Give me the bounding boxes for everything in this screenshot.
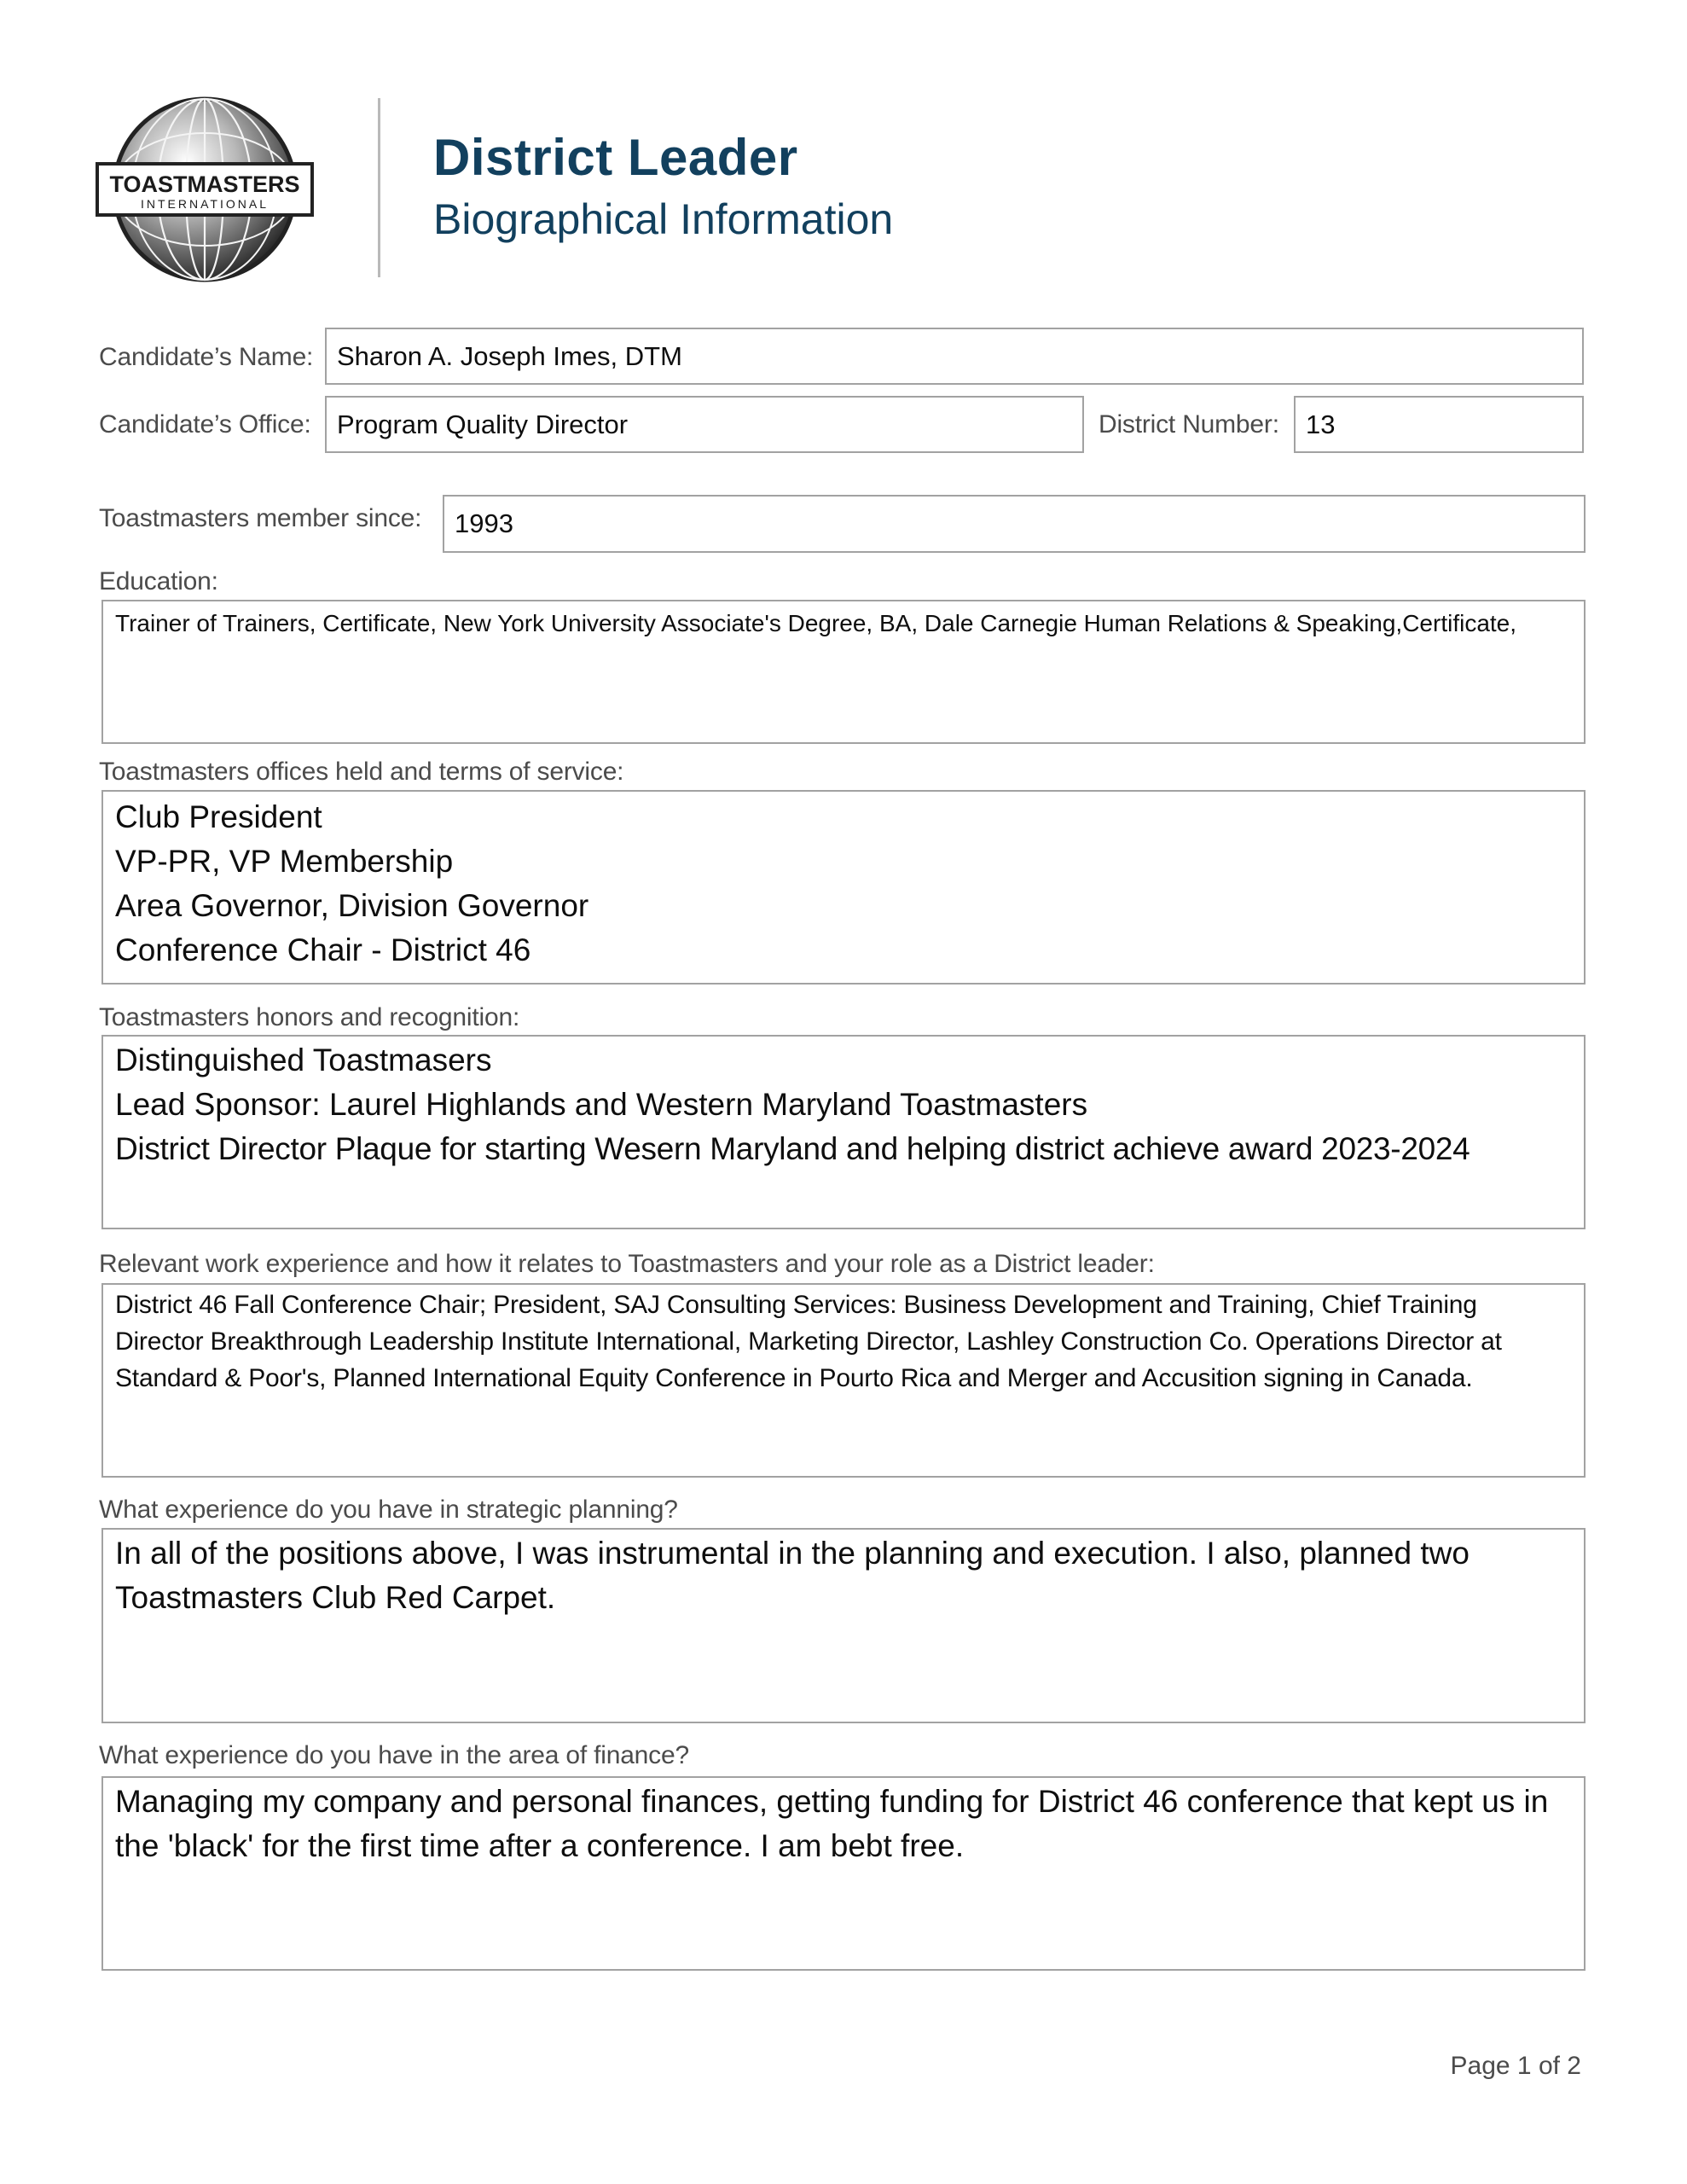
- work-label: Relevant work experience and how it relates to Toastmasters and your role as a District leader:: [99, 1250, 1155, 1278]
- name-label: Candidate’s Name:: [99, 343, 314, 371]
- page-subtitle: Biographical Information: [433, 195, 894, 243]
- finance-label: What experience do you have in the area of finance?: [99, 1741, 689, 1769]
- education-field[interactable]: [101, 600, 1586, 744]
- offices-line: VP-PR, VP Membership: [115, 844, 454, 879]
- office-field[interactable]: [325, 396, 1084, 453]
- district-field[interactable]: [1294, 396, 1584, 453]
- honors-line: Distinguished Toastmasers: [115, 1043, 492, 1077]
- name-value: Sharon A. Joseph Imes, DTM: [337, 340, 682, 371]
- strategic-value: In all of the positions above, I was instrumental in the planning and execution. I also, planned two Toastmasters Club Red Carpet.: [115, 1536, 1470, 1615]
- header-divider: [378, 98, 380, 277]
- office-value: Program Quality Director: [337, 409, 629, 439]
- member-since-label: Toastmasters member since:: [99, 504, 422, 532]
- work-value: District 46 Fall Conference Chair; President, SAJ Consulting Services: Business Development and Training, Chief Training Director Breakthrough Leadership Institute International, Marketing Director, Lashley Construction Co. Operations Director at Standard & Poor's, Planned International Equity Conference in Pourto Rica and Merger and Accusition signing in Canada.: [115, 1291, 1502, 1392]
- page-number: Page 1 of 2: [1450, 2052, 1581, 2080]
- work-field[interactable]: [101, 1283, 1586, 1478]
- member-since-value: 1993: [455, 508, 513, 538]
- toastmasters-logo: [94, 94, 316, 286]
- district-value: 13: [1306, 409, 1336, 439]
- offices-field[interactable]: [101, 790, 1586, 985]
- finance-field[interactable]: [101, 1776, 1586, 1971]
- offices-line: Area Governor, Division Governor: [115, 888, 589, 923]
- honors-label: Toastmasters honors and recognition:: [99, 1003, 520, 1031]
- strategic-field[interactable]: [101, 1528, 1586, 1723]
- page-title: District Leader: [433, 129, 798, 186]
- district-label: District Number:: [1099, 410, 1279, 439]
- member-since-field[interactable]: [443, 495, 1586, 553]
- offices-line: Conference Chair - District 46: [115, 932, 531, 967]
- honors-field[interactable]: [101, 1035, 1586, 1229]
- strategic-label: What experience do you have in strategic planning?: [99, 1496, 678, 1524]
- honors-line: Lead Sponsor: Laurel Highlands and Western Maryland Toastmasters: [115, 1087, 1088, 1122]
- honors-line: District Director Plaque for starting Wesern Maryland and helping district achieve award 2023-2024: [115, 1131, 1470, 1166]
- offices-line: Club President: [115, 799, 322, 834]
- education-label: Education:: [99, 567, 218, 595]
- offices-label: Toastmasters offices held and terms of service:: [99, 758, 624, 786]
- logo-subwordmark: INTERNATIONAL: [141, 197, 269, 211]
- education-value: Trainer of Trainers, Certificate, New York University Associate's Degree, BA, Dale Carnegie Human Relations & Speaking,Certificate,: [115, 610, 1517, 636]
- finance-value: Managing my company and personal finances, getting funding for District 46 conference that kept us in the 'black' for the first time after a conference. I am bebt free.: [115, 1784, 1549, 1863]
- office-label: Candidate’s Office:: [99, 410, 311, 439]
- logo-wordmark: TOASTMASTERS: [109, 171, 300, 197]
- name-field[interactable]: [325, 328, 1584, 385]
